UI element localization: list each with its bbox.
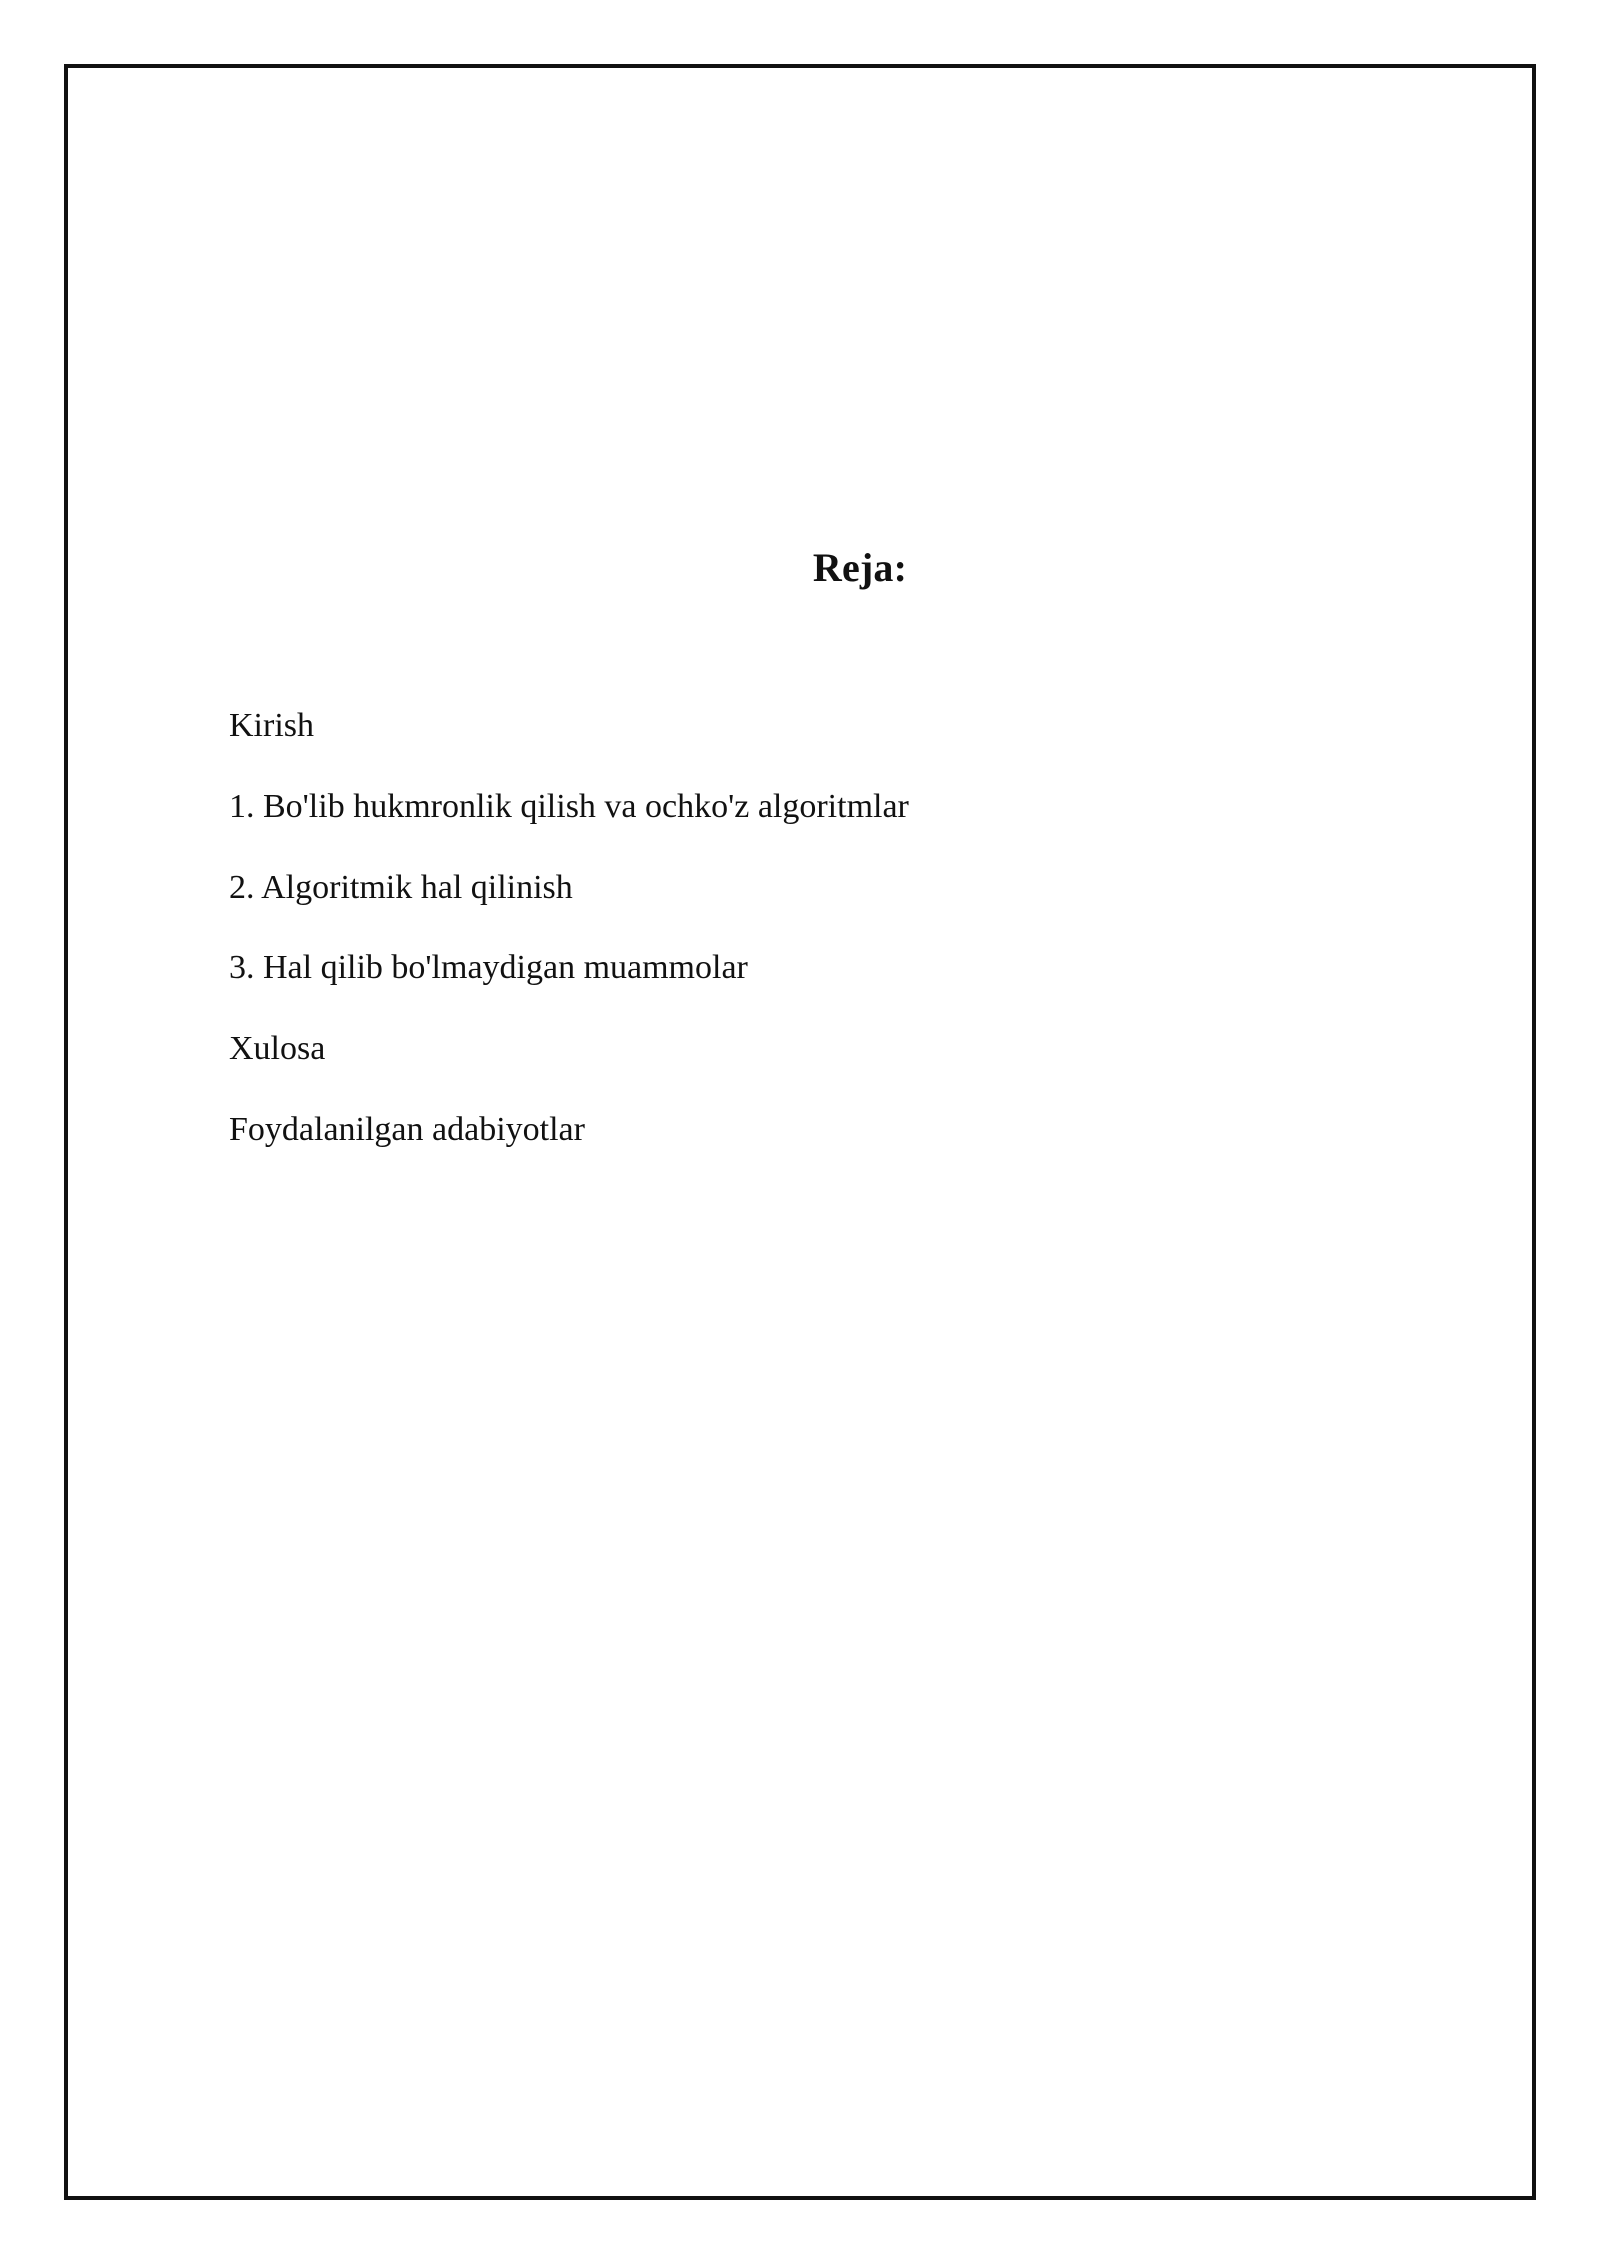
document-title: Reja: xyxy=(812,545,908,590)
toc-item-section-1: 1. Bo'lib hukmronlik qilish va ochko'z algoritmlar xyxy=(229,787,909,825)
toc-item-references: Foydalanilgan adabiyotlar xyxy=(229,1110,585,1148)
toc-item-section-3: 3. Hal qilib bo'lmaydigan muammolar xyxy=(229,949,748,987)
toc-item-introduction: Kirish xyxy=(229,707,314,744)
table-of-contents xyxy=(229,706,1429,1191)
toc-item-conclusion: Xulosa xyxy=(229,1030,326,1068)
toc-item-section-2: 2. Algoritmik hal qilinish xyxy=(229,868,573,906)
